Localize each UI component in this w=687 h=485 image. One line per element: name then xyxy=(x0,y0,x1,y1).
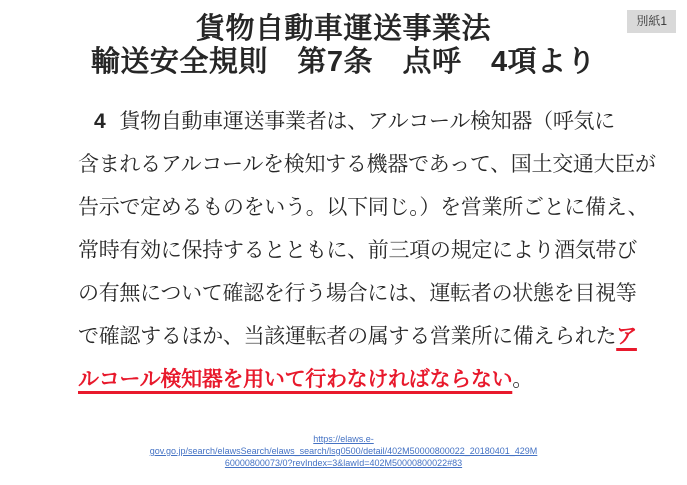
attachment-badge: 別紙1 xyxy=(627,10,676,33)
source-law-link-line1: https://elaws.e- xyxy=(313,434,374,444)
law-text-line-7 xyxy=(78,358,659,401)
law-text-line-6 xyxy=(78,315,659,358)
law-text xyxy=(78,100,659,401)
law-text-line-4: 常時有効に保持するとともに、前三項の規定により酒気帯び xyxy=(78,239,637,262)
page-title-line2: 輸送安全規則 第7条 点呼 4項より xyxy=(90,46,597,78)
law-text-line-1-text: 貨物自動車運送事業者は、アルコール検知器（呼気に xyxy=(119,110,615,133)
source-law-link-line2: gov.go.jp/search/elawsSearch/elaws_search/lsg0500/detail/402M50000800022_20180401_429M xyxy=(149,446,538,456)
highlighted-text-start: ア xyxy=(616,325,637,348)
law-text-line-6-normal: で確認するほか、当該運転者の属する営業所に備えられた xyxy=(78,325,617,348)
source-law-link[interactable] xyxy=(150,433,538,469)
sentence-period: 。 xyxy=(512,368,533,391)
clause-number: 4 xyxy=(94,110,106,133)
law-text-line-1 xyxy=(78,100,659,143)
footer xyxy=(0,433,687,471)
highlighted-text-end: ルコール検知器を用いて行わなければならない xyxy=(78,368,513,391)
source-law-link-line3: 60000800073/0?revIndex=3&lawId=402M50000800022#83 xyxy=(224,458,463,468)
law-text-line-5: の有無について確認を行う場合には、運転者の状態を目視等 xyxy=(78,282,637,305)
page-title xyxy=(0,13,687,79)
page-title-line1: 貨物自動車運送事業法 xyxy=(195,13,491,45)
law-text-line-2: 含まれるアルコールを検知する機器であって、国土交通大臣が xyxy=(78,153,656,176)
law-text-line-3: 告示で定めるものをいう。以下同じ。）を営業所ごとに備え、 xyxy=(78,196,649,219)
